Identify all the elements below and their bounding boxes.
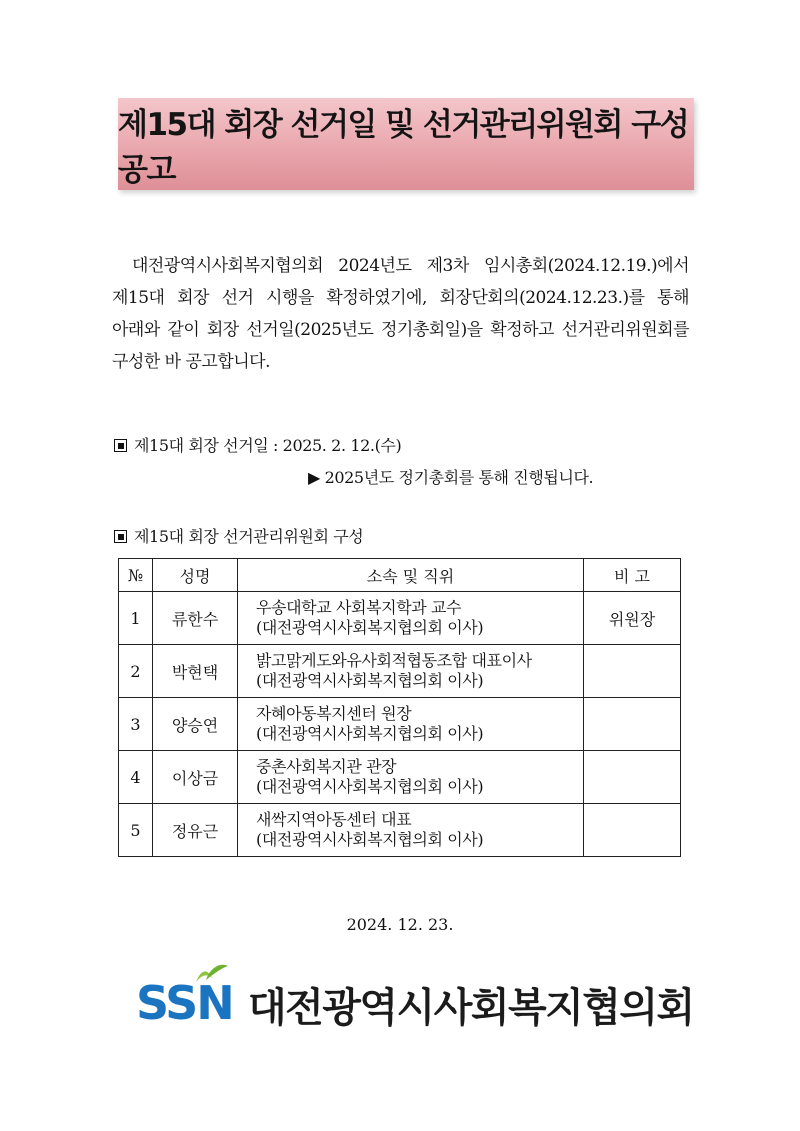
row-affiliation [238, 804, 584, 857]
header-note: 비 고 [584, 559, 681, 592]
row-note [584, 804, 681, 857]
affiliation-title: 중촌사회복지관 관장 [256, 757, 397, 776]
square-bullet-icon [114, 439, 127, 452]
row-name: 양승연 [153, 698, 238, 751]
table-row [119, 592, 681, 645]
affiliation-board: (대전광역시사회복지협의회 이사) [256, 830, 484, 849]
ssn-logo-text: SSN [136, 976, 233, 1030]
header-affiliation: 소속 및 직위 [238, 559, 584, 592]
table-row [119, 698, 681, 751]
row-name: 이상금 [153, 751, 238, 804]
row-name: 정유근 [153, 804, 238, 857]
intro-line: 구성한 바 공고합니다. [112, 352, 271, 372]
row-affiliation [238, 645, 584, 698]
table-row [119, 645, 681, 698]
row-name: 박현택 [153, 645, 238, 698]
row-affiliation [238, 751, 584, 804]
row-note [584, 698, 681, 751]
table-row [119, 804, 681, 857]
affiliation-board: (대전광역시사회복지협의회 이사) [256, 618, 484, 637]
row-note [584, 751, 681, 804]
election-date-label: 제15대 회장 선거일 : 2025. 2. 12.(수) [134, 436, 402, 455]
header-no: № [119, 559, 153, 592]
committee-section [114, 524, 363, 547]
affiliation-board: (대전광역시사회복지협의회 이사) [256, 777, 484, 796]
row-affiliation [238, 698, 584, 751]
row-note [584, 645, 681, 698]
table-header-row [119, 559, 681, 592]
row-note: 위원장 [584, 592, 681, 645]
row-no: 2 [119, 645, 153, 698]
intro-line: 제15대 회장 선거 시행을 확정하였기에, 회장단회의(2024.12.23.)를 통해 [112, 288, 689, 308]
square-bullet-icon [114, 530, 127, 543]
table-row [119, 751, 681, 804]
row-no: 3 [119, 698, 153, 751]
election-note: ▶ 2025년도 정기총회를 통해 진행됩니다. [308, 468, 594, 487]
page-title: 제15대 회장 선거일 및 선거관리위원회 구성 공고 [118, 107, 689, 188]
affiliation-title: 자혜아동복지센터 원장 [256, 704, 412, 723]
row-affiliation [238, 592, 584, 645]
committee-table [118, 558, 681, 857]
org-name: 대전광역시사회복지협의회 [248, 985, 694, 1031]
affiliation-board: (대전광역시사회복지협의회 이사) [256, 671, 484, 690]
affiliation-title: 밝고맑게도와유사회적협동조합 대표이사 [256, 651, 532, 670]
intro-paragraph [112, 250, 689, 378]
intro-line: 아래와 같이 회장 선거일(2025년도 정기총회일)을 확정하고 선거관리위원회를 [112, 320, 689, 340]
intro-line: 대전광역시사회복지협의회 2024년도 제3차 임시총회(2024.12.19.)에서 [132, 256, 689, 276]
title-banner [118, 98, 694, 190]
row-name: 류한수 [153, 592, 238, 645]
row-no: 5 [119, 804, 153, 857]
committee-label: 제15대 회장 선거관리위원회 구성 [134, 527, 364, 546]
row-no: 1 [119, 592, 153, 645]
affiliation-title: 우송대학교 사회복지학과 교수 [256, 598, 462, 617]
header-name: 성명 [153, 559, 238, 592]
election-date-section [114, 433, 401, 456]
announcement-date: 2024. 12. 23. [346, 915, 454, 934]
affiliation-board: (대전광역시사회복지협의회 이사) [256, 724, 484, 743]
row-no: 4 [119, 751, 153, 804]
affiliation-title: 새싹지역아동센터 대표 [256, 810, 412, 829]
org-logo [136, 962, 694, 1032]
